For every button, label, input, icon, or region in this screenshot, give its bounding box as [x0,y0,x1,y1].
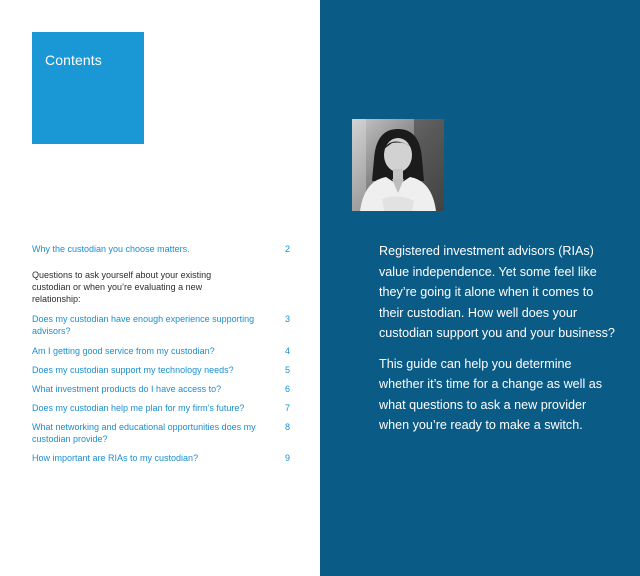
table-of-contents [32,243,290,464]
toc-item-label: What networking and educational opportunities does my custodian provide? [32,422,256,444]
toc-item-page: 7 [284,403,290,413]
toc-item-label: Does my custodian support my technology needs? [32,365,234,375]
toc-section-heading: Questions to ask yourself about your existing custodian or when you’re evaluating a new relationship: [32,270,212,304]
toc-item-label: Am I getting good service from my custodian? [32,346,215,356]
toc-section [32,269,290,305]
toc-item-label: Does my custodian help me plan for my firm’s future? [32,403,245,413]
toc-item-label: Does my custodian have enough experience supporting advisors? [32,314,255,336]
toc-item-page: 9 [284,453,290,463]
toc-item-page: 3 [284,314,290,324]
toc-item-page: 5 [284,365,290,375]
intro-paragraph: This guide can help you determine whether it’s time for a change as well as what questions to ask a new provider when you’re ready to make a switch. [379,356,603,432]
toc-item-experience[interactable] [32,313,290,337]
toc-item-rias-importance[interactable] [32,452,290,464]
toc-item-networking[interactable] [32,421,290,445]
toc-item-label: How important are RIAs to my custodian? [32,453,199,463]
toc-item-page: 4 [284,346,290,356]
contents-title: Contents [45,52,102,68]
advisor-portrait [352,119,444,211]
toc-item-page: 6 [284,384,290,394]
intro-text [379,241,615,436]
toc-item-label: Why the custodian you choose matters. [32,244,190,254]
contents-box [32,32,144,144]
toc-item-technology[interactable] [32,364,290,376]
toc-item-page: 2 [284,244,290,254]
toc-item-label: What investment products do I have access to? [32,384,222,394]
intro-paragraph: Registered investment advisors (RIAs) value independence. Yet some feel like they’re going it alone when it comes to their custodian. How well does your custodian support you and your business? [379,244,615,340]
toc-item-service[interactable] [32,345,290,357]
toc-item-investment-products[interactable] [32,383,290,395]
toc-item-why-custodian-matters[interactable] [32,243,290,255]
toc-item-page: 8 [284,422,290,432]
toc-item-firm-future[interactable] [32,402,290,414]
